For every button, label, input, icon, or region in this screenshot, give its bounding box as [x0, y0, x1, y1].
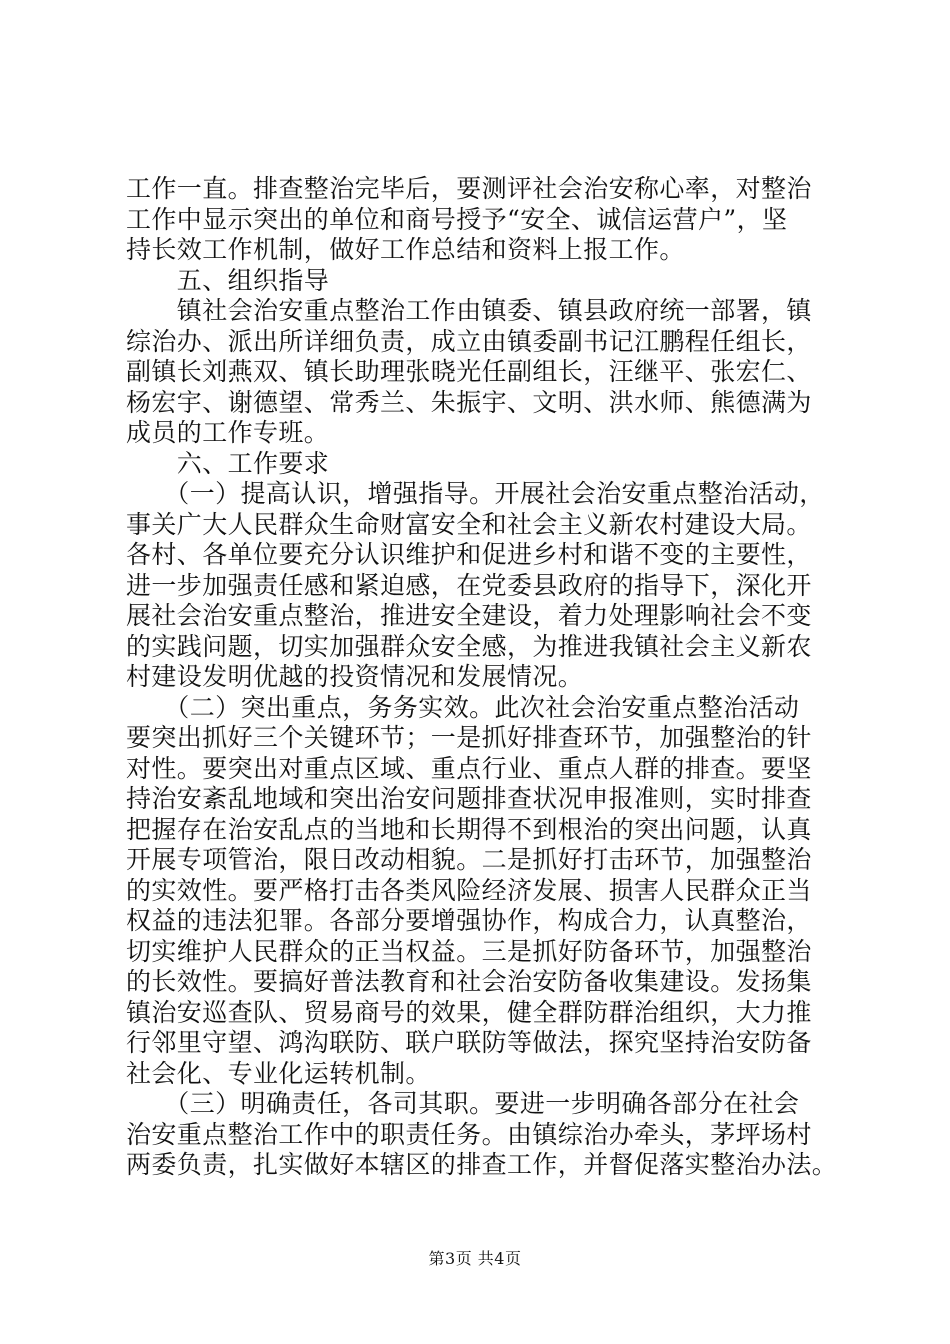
- text-line: 持治安紊乱地域和突出治安问题排查状况申报准则，实时排查: [126, 784, 812, 813]
- text-line: 持长效工作机制，做好工作总结和资料上报工作。: [126, 235, 685, 264]
- text-line: 权益的违法犯罪。各部分要增强协作，构成合力，认真整治，: [126, 906, 812, 935]
- text-line: 杨宏宇、谢德望、常秀兰、朱振宇、文明、洪水师、熊德满为: [126, 387, 812, 417]
- text-line: 治安重点整治工作中的职责任务。由镇综治办牵头，茅坪场村: [126, 1119, 812, 1149]
- text-line: 村建设发明优越的投资情况和发展情况。: [126, 662, 584, 691]
- text-line: 两委负责，扎实做好本辖区的排查工作，并督促落实整治办法。: [126, 1150, 838, 1179]
- document-body: [126, 174, 838, 1181]
- text-line: 开展专项管治，限日改动相貌。二是抓好打击环节，加强整治: [126, 845, 812, 874]
- text-line: （二）突出重点，务务实效。此次社会治安重点整治活动: [126, 692, 800, 722]
- text-line: 切实维护人民群众的正当权益。三是抓好防备环节，加强整治: [126, 936, 812, 966]
- text-line: 各村、各单位要充分认识维护和促进乡村和谐不变的主要性，: [126, 540, 812, 569]
- text-line: （一）提高认识，增强指导。开展社会治安重点整治活动，: [126, 479, 825, 508]
- text-line: 镇治安巡查队、贸易商号的效果，健全群防群治组织，大力推: [126, 997, 812, 1027]
- text-line: 行邻里守望、鸿沟联防、联户联防等做法，探究坚持治安防备: [126, 1028, 812, 1057]
- section-heading-six: 六、工作要求: [126, 448, 330, 478]
- text-line: 对性。要突出对重点区域、重点行业、重点人群的排查。要坚: [126, 753, 812, 783]
- text-line: 展社会治安重点整治，推进安全建设，着力处理影响社会不变: [126, 601, 812, 630]
- text-line: 镇社会治安重点整治工作由镇委、镇县政府统一部署，镇: [126, 296, 812, 325]
- text-line: 要突出抓好三个关键环节；一是抓好排查环节，加强整治的针: [126, 723, 812, 752]
- text-line: 把握存在治安乱点的当地和长期得不到根治的突出问题，认真: [126, 814, 812, 844]
- text-line: 成员的工作专班。: [126, 418, 330, 447]
- text-line: 工作一直。排查整治完毕后，要测评社会治安称心率，对整治: [126, 174, 812, 203]
- text-line: 事关广大人民群众生命财富安全和社会主义新农村建设大局。: [126, 509, 812, 539]
- text-line: 副镇长刘燕双、镇长助理张晓光任副组长，汪继平、张宏仁、: [126, 357, 812, 386]
- text-line: 的实效性。要严格打击各类风险经济发展、损害人民群众正当: [126, 875, 812, 905]
- page-number-footer: 第3页 共4页: [428, 1249, 522, 1268]
- text-line: 综治办、派出所详细负责，成立由镇委副书记江鹏程任组长，: [126, 326, 812, 356]
- text-line: 社会化、专业化运转机制。: [126, 1058, 431, 1088]
- text-line: 工作中显示突出的单位和商号授予“安全、诚信运营户”，坚: [126, 204, 788, 234]
- section-heading-five: 五、组织指导: [126, 265, 330, 295]
- text-line: （三）明确责任，各司其职。要进一步明确各部分在社会: [126, 1089, 800, 1118]
- text-line: 的长效性。要搞好普法教育和社会治安防备收集建设。发扬集: [126, 967, 812, 996]
- text-line: 进一步加强责任感和紧迫感，在党委县政府的指导下，深化开: [126, 570, 812, 600]
- text-line: 的实践问题，切实加强群众安全感，为推进我镇社会主义新农: [126, 631, 812, 661]
